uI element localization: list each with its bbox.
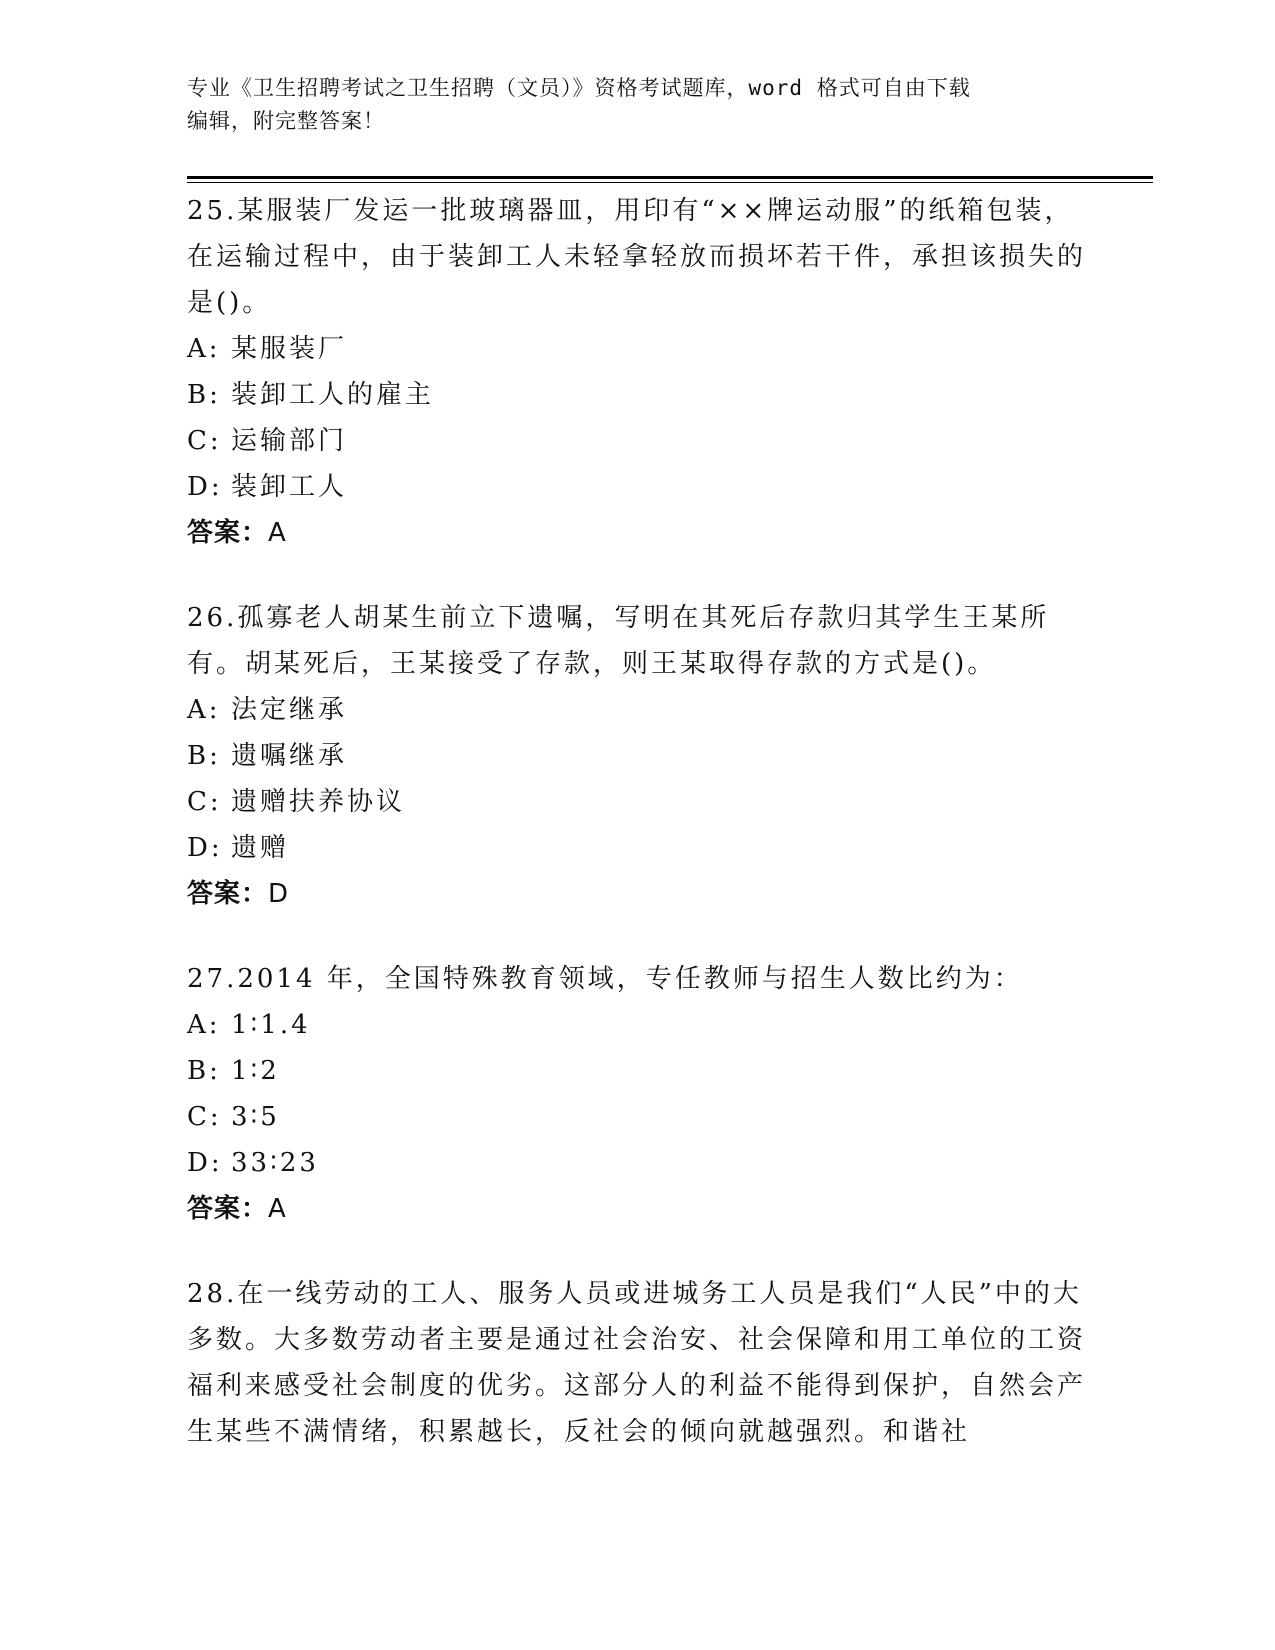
question-27: [187, 956, 1087, 1232]
option-b: [187, 372, 1087, 418]
option-text: 遗赠扶养协议: [231, 787, 406, 817]
option-c: [187, 779, 1087, 825]
answer-label: 答案：: [187, 879, 269, 909]
answer-line: [187, 1186, 1087, 1232]
question-26: [187, 595, 1087, 917]
option-letter: A:: [187, 695, 221, 725]
option-text: 法定继承: [231, 695, 348, 725]
question-28: [187, 1271, 1087, 1455]
option-letter: C:: [187, 787, 222, 817]
option-letter: D:: [187, 472, 223, 502]
option-text: 1∶1.4: [231, 1010, 311, 1040]
option-a: [187, 1002, 1087, 1048]
option-letter: D:: [187, 833, 223, 863]
question-text: 28.在一线劳动的工人、服务人员或进城务工人员是我们“人民”中的大多数。大多数劳动者主要是通过社会治安、社会保障和用工单位的工资福利来感受社会制度的优劣。这部分人的利益不能得到保护，自然会产生某些不满情绪，积累越长，反社会的倾向就越强烈。和谐社: [187, 1279, 1087, 1447]
option-letter: B:: [187, 380, 221, 410]
document-header: [187, 72, 1067, 138]
answer-label: 答案：: [187, 1194, 269, 1224]
option-text: 装卸工人: [231, 472, 348, 502]
document-page: [187, 0, 1153, 1650]
option-a: [187, 687, 1087, 733]
header-divider-thick: [187, 176, 1153, 179]
answer-value: A: [268, 518, 287, 548]
question-text: 26.孤寡老人胡某生前立下遗嘱，写明在其死后存款归其学生王某所有。胡某死后，王某接受了存款，则王某取得存款的方式是()。: [187, 603, 1050, 679]
answer-line: [187, 871, 1087, 917]
option-text: 装卸工人的雇主: [231, 380, 435, 410]
option-text: 运输部门: [231, 426, 348, 456]
answer-line: [187, 510, 1087, 556]
option-letter: D:: [187, 1148, 223, 1178]
option-letter: A:: [187, 334, 221, 364]
option-c: [187, 1094, 1087, 1140]
answer-value: D: [268, 879, 290, 909]
option-d: [187, 1140, 1087, 1186]
option-letter: C:: [187, 426, 222, 456]
question-text: 25.某服装厂发运一批玻璃器皿，用印有“××牌运动服”的纸箱包装，在运输过程中，由于装卸工人未轻拿轻放而损坏若干件，承担该损失的是()。: [187, 196, 1087, 318]
option-text: 某服装厂: [231, 334, 348, 364]
question-text: 27.2014 年，全国特殊教育领域，专任教师与招生人数比约为：: [187, 964, 1023, 994]
option-d: [187, 825, 1087, 871]
question-25: [187, 188, 1087, 556]
option-text: 33∶23: [231, 1148, 319, 1178]
option-text: 遗赠: [231, 833, 290, 863]
header-divider-thin: [187, 182, 1153, 183]
option-letter: A:: [187, 1010, 221, 1040]
answer-label: 答案：: [187, 518, 269, 548]
answer-value: A: [268, 1194, 287, 1224]
option-d: [187, 464, 1087, 510]
option-text: 遗嘱继承: [231, 741, 348, 771]
header-line-2: 编辑，附完整答案！: [187, 109, 385, 133]
option-text: 1∶2: [231, 1056, 280, 1086]
option-c: [187, 418, 1087, 464]
option-letter: B:: [187, 1056, 221, 1086]
option-text: 3∶5: [231, 1102, 280, 1132]
option-letter: B:: [187, 741, 221, 771]
option-b: [187, 1048, 1087, 1094]
option-a: [187, 326, 1087, 372]
option-b: [187, 733, 1087, 779]
option-letter: C:: [187, 1102, 222, 1132]
question-list: [187, 188, 1087, 1494]
header-line-1: 专业《卫生招聘考试之卫生招聘（文员）》资格考试题库，word 格式可自由下载: [187, 76, 971, 100]
